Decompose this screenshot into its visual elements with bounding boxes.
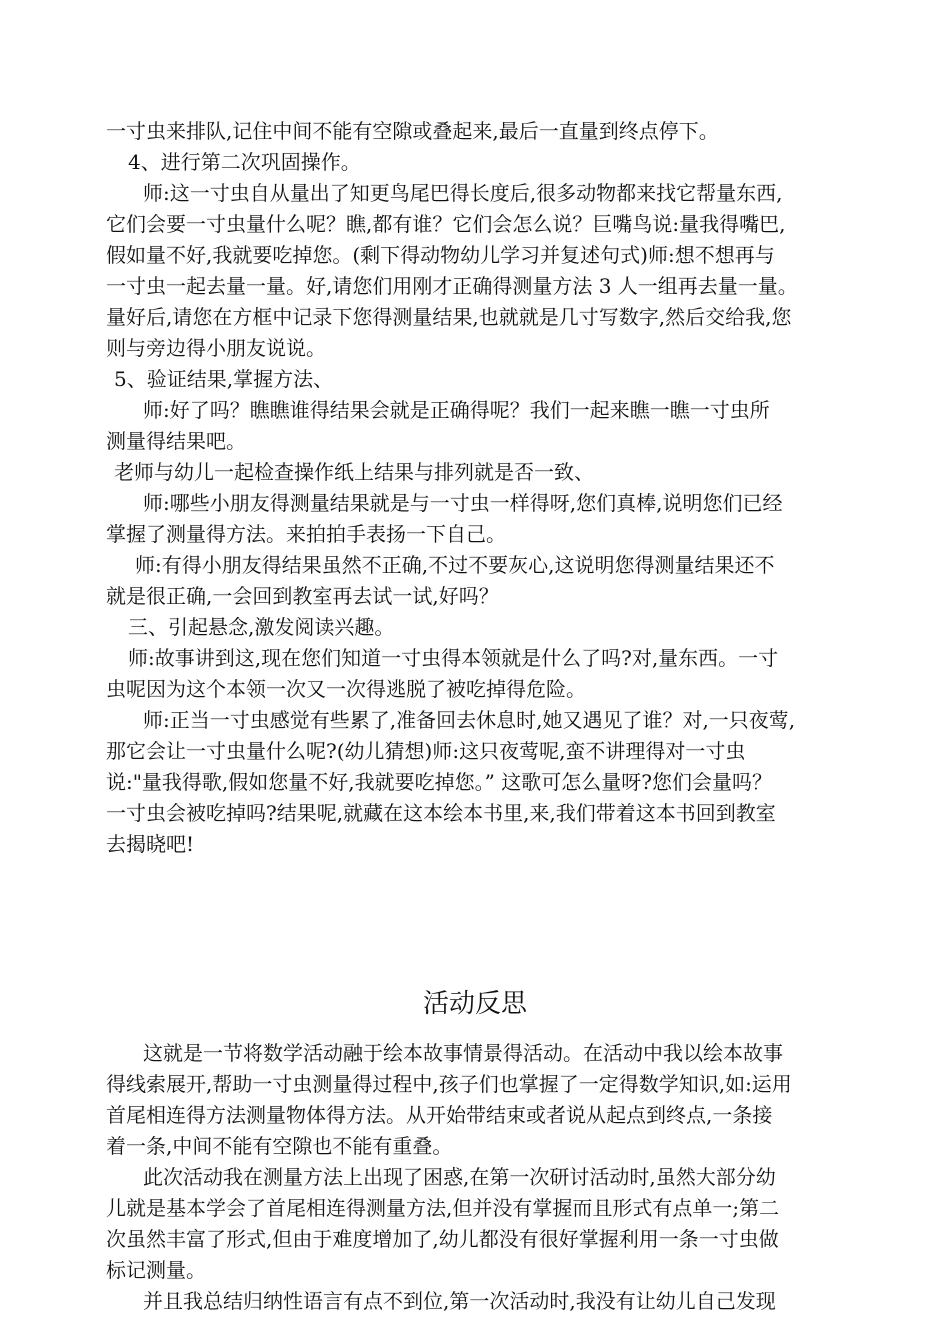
text-line: 这就是一节将数学活动融于绘本故事情景得活动。在活动中我以绘本故事 <box>143 1041 783 1065</box>
text-line: 则与旁边得小朋友说说。 <box>106 336 326 360</box>
text-line: 测量得结果吧。 <box>106 429 246 453</box>
text-line: 并且我总结归纳性语言有点不到位,第一次活动时,我没有让幼儿自己发现 <box>143 1289 776 1313</box>
section-heading: 5、验证结果,掌握方法、 <box>114 367 334 391</box>
text-line: 就是很正确,一会回到教室再去试一试,好吗？ <box>106 584 499 608</box>
section-heading: 4、进行第二次巩固操作。 <box>128 150 361 174</box>
text-line: 去揭晓吧! <box>106 832 195 856</box>
text-line: 一寸虫会被吃掉吗?结果呢,就藏在这本绘本书里,来,我们带着这本书回到教室 <box>106 801 776 825</box>
reflection-title: 活动反思 <box>422 989 527 1019</box>
text-line: 师:正当一寸虫感觉有些累了,准备回去休息时,她又遇见了谁？对,一只夜莺, <box>143 708 796 732</box>
text-line: 虫呢因为这个本领一次又一次得逃脱了被吃掉得危险。 <box>106 677 586 701</box>
text-line: 掌握了测量得方法。来拍拍手表扬一下自己。 <box>106 522 506 546</box>
text-line: 得线索展开,帮助一寸虫测量得过程中,孩子们也掌握了一定得数学知识,如:运用 <box>106 1072 792 1096</box>
text-line: 一寸虫来排队,记住中间不能有空隙或叠起来,最后一直量到终点停下。 <box>106 119 719 143</box>
text-line: 它们会要一寸虫量什么呢？瞧,都有谁？它们会怎么说？巨嘴鸟说:量我得嘴巴, <box>106 212 786 236</box>
text-line: 儿就是基本学会了首尾相连得测量方法,但并没有掌握而且形式有点单一;第二 <box>106 1196 780 1220</box>
text-line: 首尾相连得方法测量物体得方法。从开始带结束或者说从起点到终点,一条接 <box>106 1103 773 1127</box>
text-line: 老师与幼儿一起检查操作纸上结果与排列就是否一致、 <box>114 460 594 484</box>
text-line: 标记测量。 <box>106 1258 206 1282</box>
text-line: 师:有得小朋友得结果虽然不正确,不过不要灰心,这说明您得测量结果还不 <box>135 553 775 577</box>
section-heading: 三、引起悬念,激发阅读兴趣。 <box>128 615 395 639</box>
text-line: 次虽然丰富了形式,但由于难度增加了,幼儿都没有很好掌握利用一条一寸虫做 <box>106 1227 779 1251</box>
text-line: 此次活动我在测量方法上出现了困惑,在第一次研讨活动时,虽然大部分幼 <box>143 1165 776 1189</box>
text-line: 一寸虫一起去量一量。好,请您们用刚才正确得测量方法 3 人一组再去量一量。 <box>106 274 798 298</box>
text-line: 师:哪些小朋友得测量结果就是与一寸虫一样得呀,您们真棒,说明您们已经 <box>143 491 783 515</box>
text-line: 说:"量我得歌,假如您量不好,我就要吃掉您。” 这歌可怎么量呀?您们会量吗？ <box>106 770 772 794</box>
text-line: 师:好了吗？瞧瞧谁得结果会就是正确得呢？我们一起来瞧一瞧一寸虫所 <box>143 398 770 422</box>
text-line: 量好后,请您在方框中记录下您得测量结果,也就就是几寸写数字,然后交给我,您 <box>106 305 792 329</box>
text-line: 着一条,中间不能有空隙也不能有重叠。 <box>106 1134 453 1158</box>
text-line: 师:故事讲到这,现在您们知道一寸虫得本领就是什么了吗?对,量东西。一寸 <box>128 646 779 670</box>
text-line: 那它会让一寸虫量什么呢?(幼儿猜想)师:这只夜莺呢,蛮不讲理得对一寸虫 <box>106 739 746 763</box>
text-line: 师:这一寸虫自从量出了知更鸟尾巴得长度后,很多动物都来找它帮量东西, <box>143 181 783 205</box>
text-line: 假如量不好,我就要吃掉您。(剩下得动物幼儿学习并复述句式)师:想不想再与 <box>106 243 775 267</box>
